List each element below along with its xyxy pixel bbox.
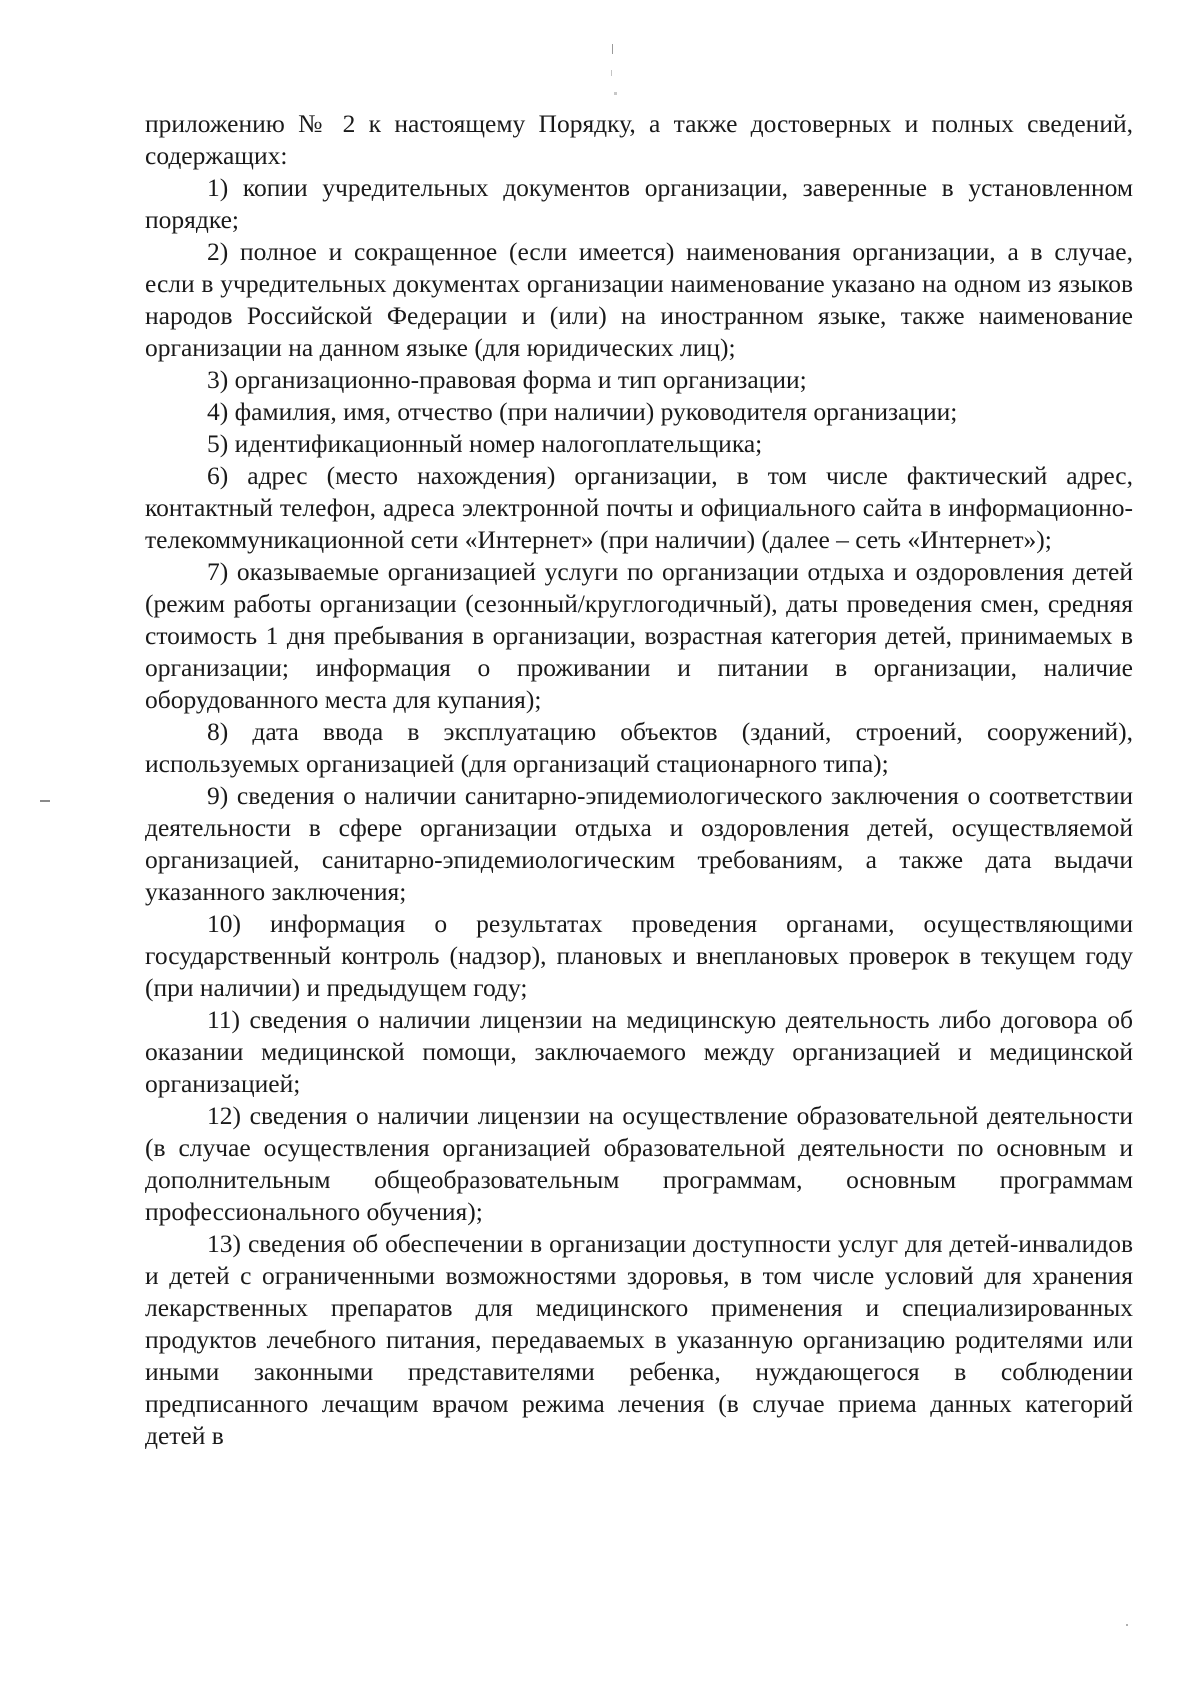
list-item-9: 9) сведения о наличии санитарно-эпидемиологического заключения о соответствии деятельности в сфере организации отдыха и оздоровления детей, осуществляемой организацией, санитарно-эпидемиологическим требованиям, а также дата выдачи указанного заключения;	[145, 781, 1133, 906]
list-item-13: 13) сведения об обеспечении в организации доступности услуг для детей-инвалидов и детей с ограниченными возможностями здоровья, в том числе условий для хранения лекарственных препаратов для медицинского применения и специализированных продуктов лечебного питания, передаваемых в указанную организацию родителями или иными законными представителями ребенка, нуждающегося в соблюдении предписанного лечащим врачом режима лечения (в случае приема данных категорий детей в	[145, 1229, 1133, 1450]
list-item-8: 8) дата ввода в эксплуатацию объектов (зданий, строений, сооружений), используемых организацией (для организаций стационарного типа);	[145, 717, 1133, 778]
list-item-6: 6) адрес (место нахождения) организации, в том числе фактический адрес, контактный телефон, адреса электронной почты и официального сайта в информационно-телекоммуникационной сети «Интернет» (при наличии) (далее – сеть «Интернет»);	[145, 461, 1133, 554]
list-item-1: 1) копии учредительных документов организации, заверенные в установленном порядке;	[145, 173, 1133, 234]
list-item-4: 4) фамилия, имя, отчество (при наличии) руководителя организации;	[207, 397, 958, 426]
list-item-7: 7) оказываемые организацией услуги по организации отдыха и оздоровления детей (режим работы организации (сезонный/круглогодичный), даты проведения смен, средняя стоимость 1 дня пребывания в организации, возрастная категория детей, принимаемых в организации; информация о проживании и питании в организации, наличие оборудованного места для купания);	[145, 557, 1133, 714]
list-item-11: 11) сведения о наличии лицензии на медицинскую деятельность либо договора об оказании медицинской помощи, заключаемого между организацией и медицинской организацией;	[145, 1005, 1133, 1098]
list-item-5: 5) идентификационный номер налогоплательщика;	[207, 429, 763, 458]
scan-artifact-top	[612, 44, 613, 54]
scan-artifact-top-3	[614, 92, 617, 95]
list-item-3: 3) организационно-правовая форма и тип организации;	[207, 365, 807, 394]
document-body	[145, 108, 1133, 1452]
scan-artifact-bottom	[1126, 1624, 1128, 1626]
scan-artifact-left	[40, 800, 50, 802]
list-item-12: 12) сведения о наличии лицензии на осуществление образовательной деятельности (в случае осуществления организацией образовательной деятельности по основным и дополнительным общеобразовательным программам, основным программам профессионального обучения);	[145, 1101, 1133, 1226]
scan-artifact-top-2	[611, 70, 612, 76]
list-item-2: 2) полное и сокращенное (если имеется) наименования организации, а в случае, если в учредительных документах организации наименование указано на одном из языков народов Российской Федерации и (или) на иностранном языке, также наименование организации на данном языке (для юридических лиц);	[145, 237, 1133, 362]
intro-paragraph: приложению № 2 к настоящему Порядку, а также достоверных и полных сведений, содержащих:	[145, 109, 1133, 170]
list-item-10: 10) информация о результатах проведения органами, осуществляющими государственный контроль (надзор), плановых и внеплановых проверок в текущем году (при наличии) и предыдущем году;	[145, 909, 1133, 1002]
